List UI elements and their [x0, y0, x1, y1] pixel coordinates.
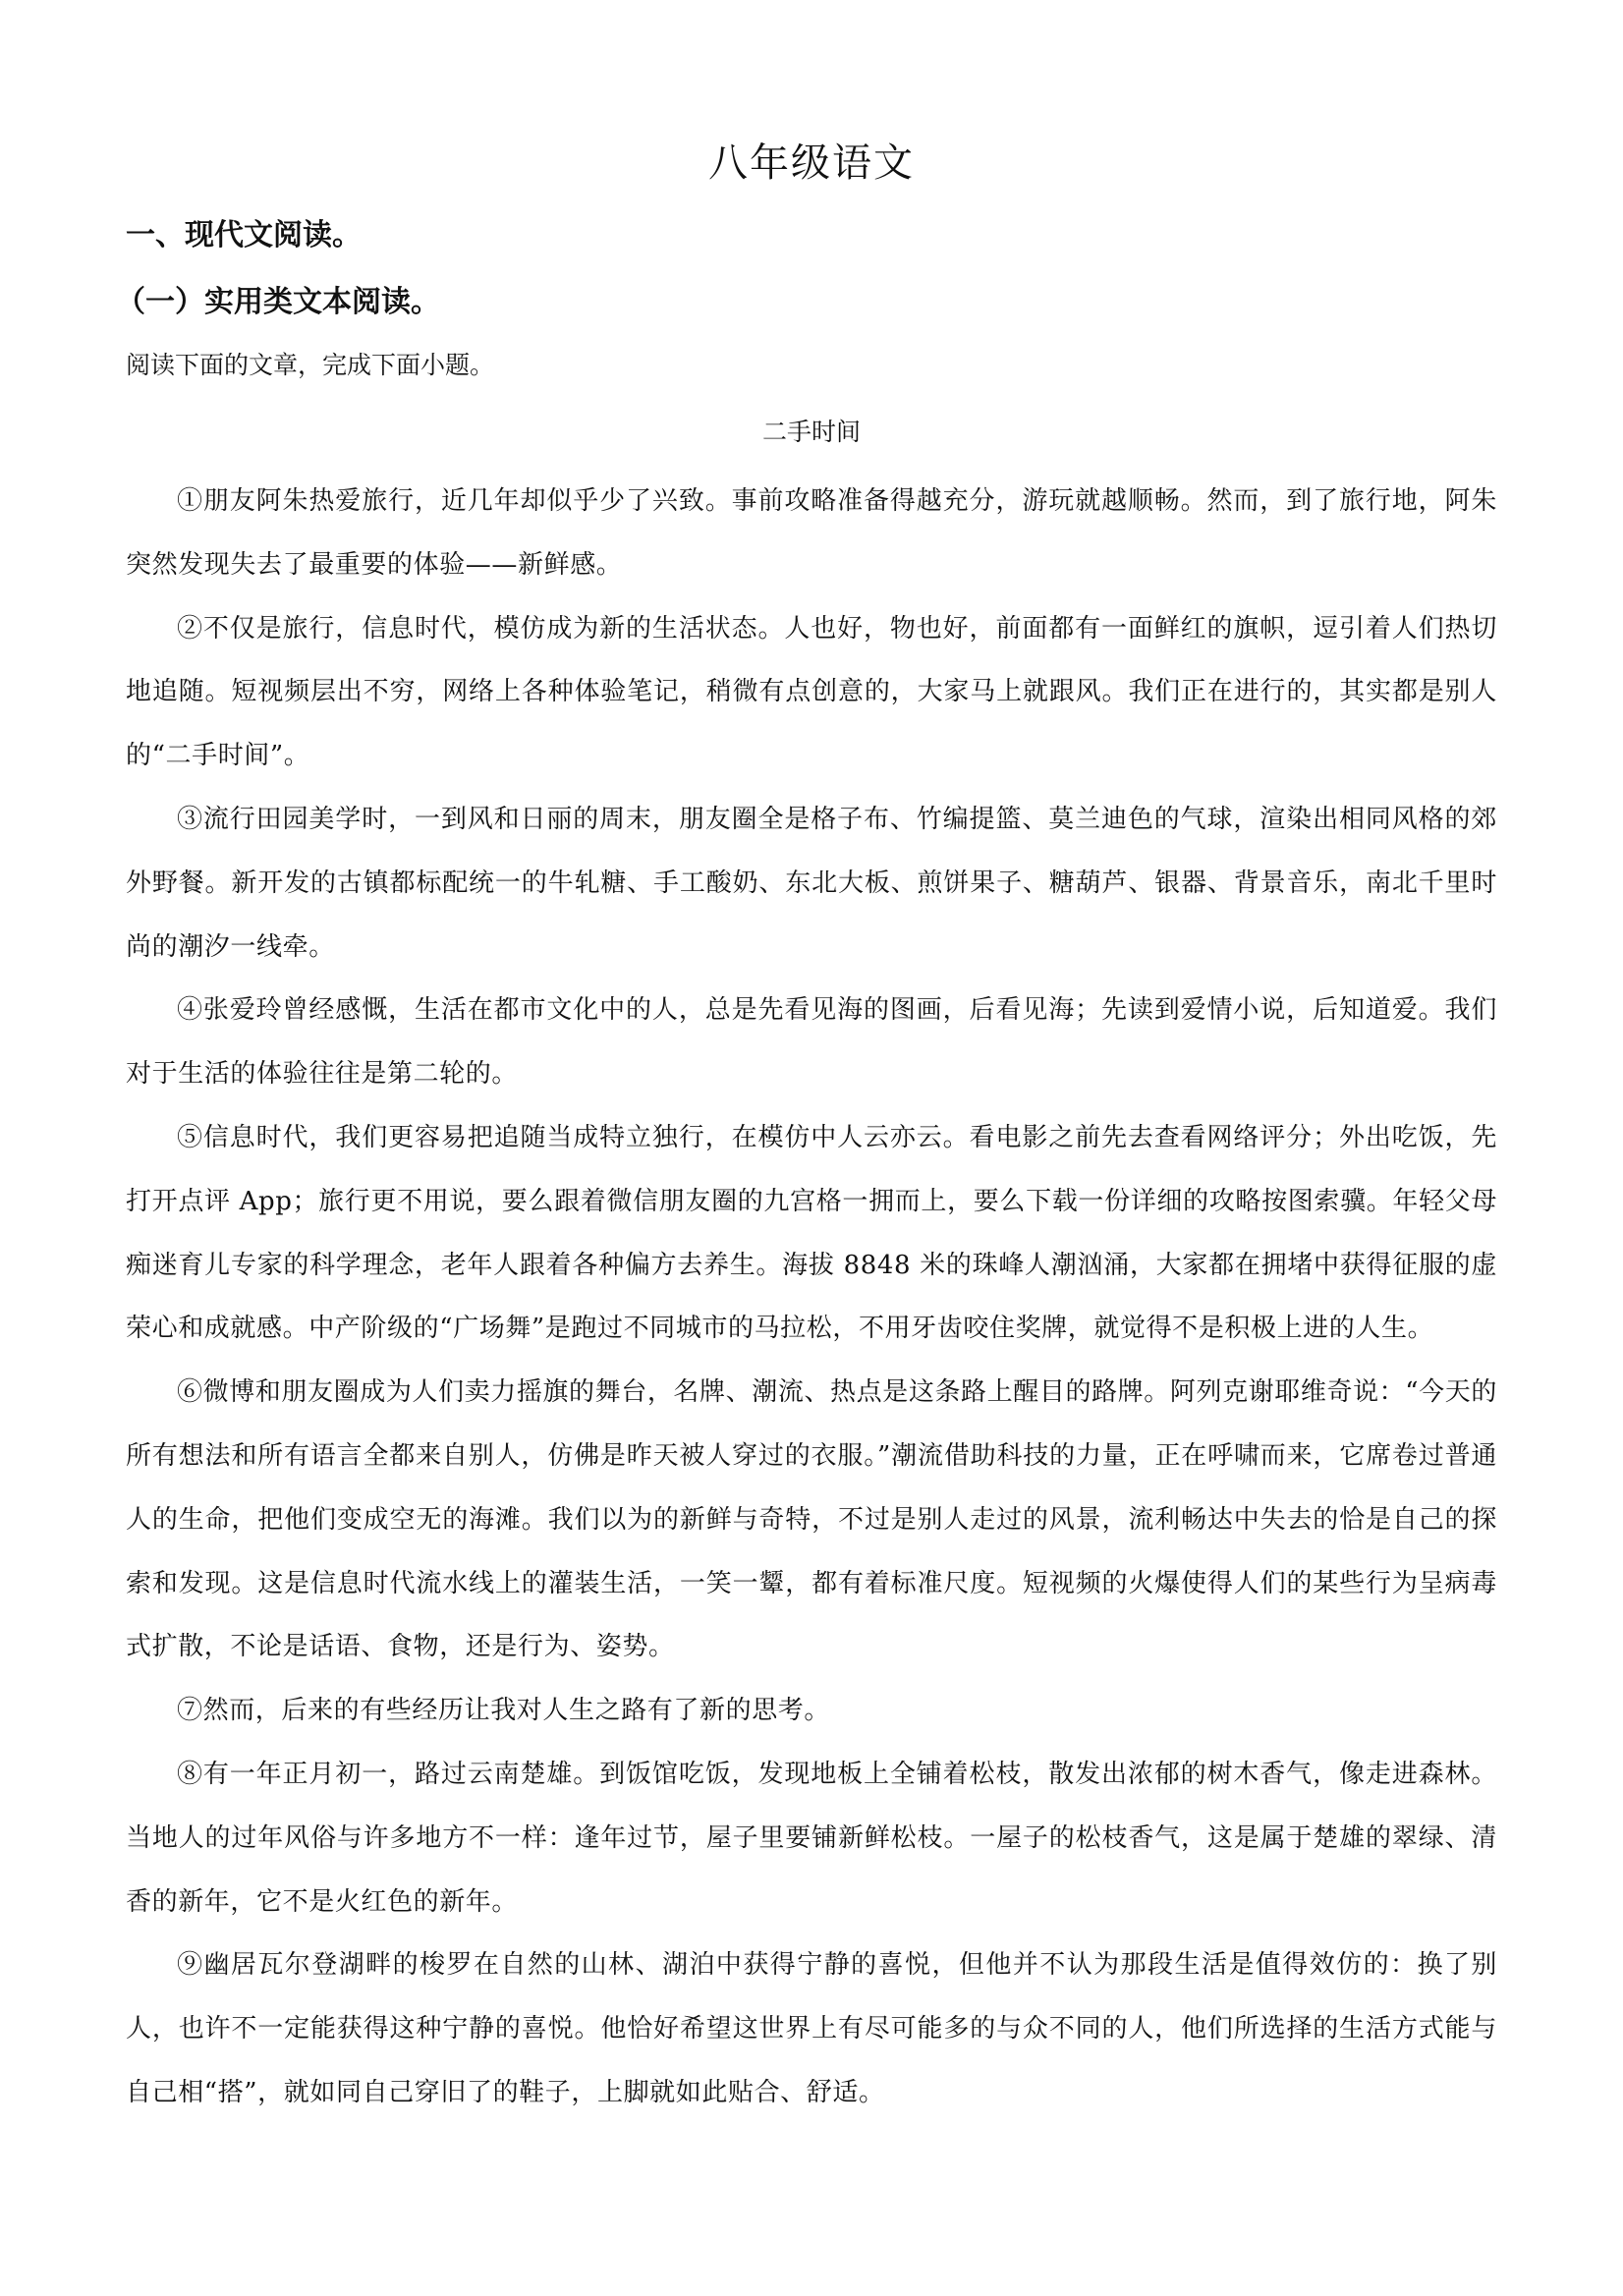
paragraph-9: ⑨幽居瓦尔登湖畔的梭罗在自然的山林、湖泊中获得宁静的喜悦，但他并不认为那段生活是值得效仿的：换了别人，也许不一定能获得这种宁静的喜悦。他恰好希望这世界上有尽可能多的与众不同的人，他们所选择的生活方式能与自己相“搭”，就如同自己穿旧了的鞋子，上脚就如此贴合、舒适。 — [126, 1950, 1497, 2107]
article-title: 二手时间 — [761, 418, 861, 446]
paragraph-6: ⑥微博和朋友圈成为人们卖力摇旗的舞台，名牌、潮流、热点是这条路上醒目的路牌。阿列克谢耶维奇说：“今天的所有想法和所有语言全都来自别人，仿佛是昨天被人穿过的衣服。”潮流借助科技的力量，正在呼啸而来，它席卷过普通人的生命，把他们变成空无的海滩。我们以为的新鲜与奇特，不过是别人走过的风景，流利畅达中失去的恰是自己的探索和发现。这是信息时代流水线上的灌装生活，一笑一颦，都有着标准尺度。短视频的火爆使得人们的某些行为呈病毒式扩散，不论是话语、食物，还是行为、姿势。 — [126, 1377, 1497, 1662]
article-body — [126, 470, 1497, 2125]
paragraph-8: ⑧有一年正月初一，路过云南楚雄。到饭馆吃饭，发现地板上全铺着松枝，散发出浓郁的树木香气，像走进森林。当地人的过年风俗与许多地方不一样：逢年过节，屋子里要铺新鲜松枝。一屋子的松枝香气，这是属于楚雄的翠绿、清香的新年，它不是火红色的新年。 — [126, 1759, 1497, 1917]
paragraph-5: ⑤信息时代，我们更容易把追随当成特立独行，在模仿中人云亦云。看电影之前先去查看网络评分；外出吃饭，先打开点评 App；旅行更不用说，要么跟着微信朋友圈的九宫格一拥而上，要么下载一份详细的攻略按图索骥。年轻父母痴迷育儿专家的科学理念，老年人跟着各种偏方去养生。海拔 8848 米的珠峰人潮汹涌，大家都在拥堵中获得征服的虚荣心和成就感。中产阶级的“广场舞”是跑过不同城市的马拉松，不用牙齿咬住奖牌，就觉得不是积极上进的人生。 — [126, 1122, 1497, 1344]
paragraph-3: ③流行田园美学时，一到风和日丽的周末，朋友圈全是格子布、竹编提篮、莫兰迪色的气球，渲染出相同风格的郊外野餐。新开发的古镇都标配统一的牛轧糖、手工酸奶、东北大板、煎饼果子、糖葫芦、银器、背景音乐，南北千里时尚的潮汐一线牵。 — [126, 804, 1497, 962]
section-heading-practical-text: （一）实用类文本阅读。 — [116, 285, 440, 319]
reading-instruction: 阅读下面的文章，完成下面小题。 — [126, 351, 495, 379]
paragraph-7: ⑦然而，后来的有些经历让我对人生之路有了新的思考。 — [177, 1696, 831, 1726]
section-heading-modern-reading: 一、现代文阅读。 — [126, 218, 362, 252]
document-title: 八年级语文 — [708, 140, 915, 186]
paragraph-2: ②不仅是旅行，信息时代，模仿成为新的生活状态。人也好，物也好，前面都有一面鲜红的旗帜，逗引着人们热切地追随。短视频层出不穷，网络上各种体验笔记，稍微有点创意的，大家马上就跟风。我们正在进行的，其实都是别人的“二手时间”。 — [126, 613, 1497, 771]
paragraph-4: ④张爱玲曾经感慨，生活在都市文化中的人，总是先看见海的图画，后看见海；先读到爱情小说，后知道爱。我们对于生活的体验往往是第二轮的。 — [126, 995, 1497, 1090]
paragraph-1: ①朋友阿朱热爱旅行，近几年却似乎少了兴致。事前攻略准备得越充分，游玩就越顺畅。然而，到了旅行地，阿朱突然发现失去了最重要的体验——新鲜感。 — [126, 486, 1497, 580]
